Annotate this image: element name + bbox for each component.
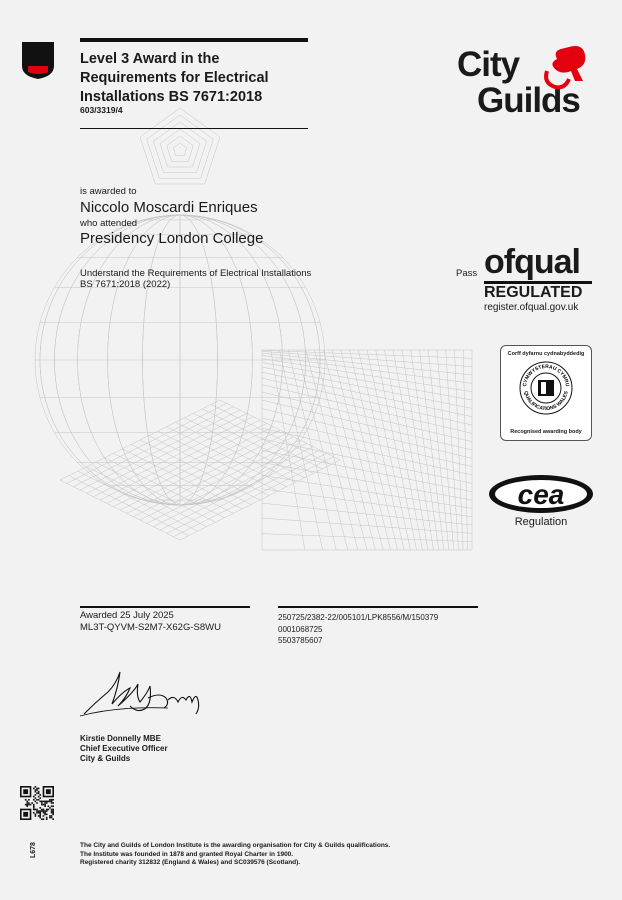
- signatory-org: City & Guilds: [80, 754, 131, 763]
- award-block: [80, 610, 221, 634]
- form-code: L678: [30, 842, 37, 858]
- qualification-code: 603/3319/4: [80, 105, 123, 115]
- certificate-code: ML3T-QYVM-S2M7-X62G-S8WU: [80, 622, 221, 633]
- signatory-name: Kirstie Donnelly MBE: [80, 734, 161, 743]
- awarded-date: Awarded 25 July 2025: [80, 610, 174, 621]
- qw-seal-icon: [518, 360, 574, 416]
- unit-title: [80, 268, 340, 290]
- signature-drawing: [78, 662, 208, 724]
- centre-name: Presidency London College: [80, 230, 264, 247]
- footer-line-1: The City and Guilds of London Institute is the awarding organisation for City & Guilds qualifications.: [80, 842, 391, 849]
- reference-line-1: 250725/2382-22/005101/LPK8556/M/150379: [278, 613, 439, 622]
- ofqual-logo: ofqual REGULATED register.ofqual.gov.uk: [484, 244, 604, 314]
- reference-line-3: 5503785607: [278, 636, 323, 645]
- reference-line-2: 0001068725: [278, 624, 323, 634]
- signatory-role: Chief Executive Officer: [80, 744, 168, 753]
- svg-text:QUALIFICATIONS WALES: QUALIFICATIONS WALES: [522, 390, 570, 413]
- legal-footer: [80, 842, 500, 868]
- crest-badge-icon: [20, 40, 56, 80]
- footer-line-3: Registered charity 312832 (England & Wales) and SC039576 (Scotland).: [80, 859, 301, 866]
- lion-ampersand-icon: [539, 41, 591, 93]
- unit-line-2: BS 7671:2018 (2022): [80, 279, 171, 290]
- qr-code-icon: [20, 786, 54, 820]
- title-rule: [80, 128, 308, 129]
- attended-label: who attended: [80, 218, 138, 229]
- signatory-block: [80, 734, 168, 764]
- qualification-title: Level 3 Award in the Requirements for Electrical Installations BS 7671:2018: [80, 51, 269, 105]
- title-top-bar: [80, 38, 308, 42]
- result: Pass: [456, 268, 478, 279]
- svg-text:CYMWYSTERAU CYMRU: CYMWYSTERAU CYMRU: [522, 363, 570, 387]
- reference-block: [278, 612, 438, 647]
- cea-regulation-logo: cea Regulation: [488, 474, 594, 534]
- recipient-name: Niccolo Moscardi Enriques: [80, 199, 258, 216]
- reference-rule: [278, 606, 478, 608]
- footer-line-2: The Institute was founded in 1878 and granted Royal Charter in 1900.: [80, 850, 294, 858]
- qualifications-wales-badge: Corff dyfarnu cydnabyddedig CYMWYSTERAU CYMRU QUALIFICATIONS WALES Recognised awarding body: [500, 345, 592, 441]
- cea-oval-icon: [488, 474, 594, 514]
- award-rule: [80, 606, 250, 608]
- city-guilds-logo: City Guilds: [455, 45, 605, 125]
- svg-text:cea: cea: [517, 479, 565, 510]
- awarded-to-label: is awarded to: [80, 186, 137, 197]
- unit-line-1: Understand the Requirements of Electrical Installations: [80, 268, 312, 279]
